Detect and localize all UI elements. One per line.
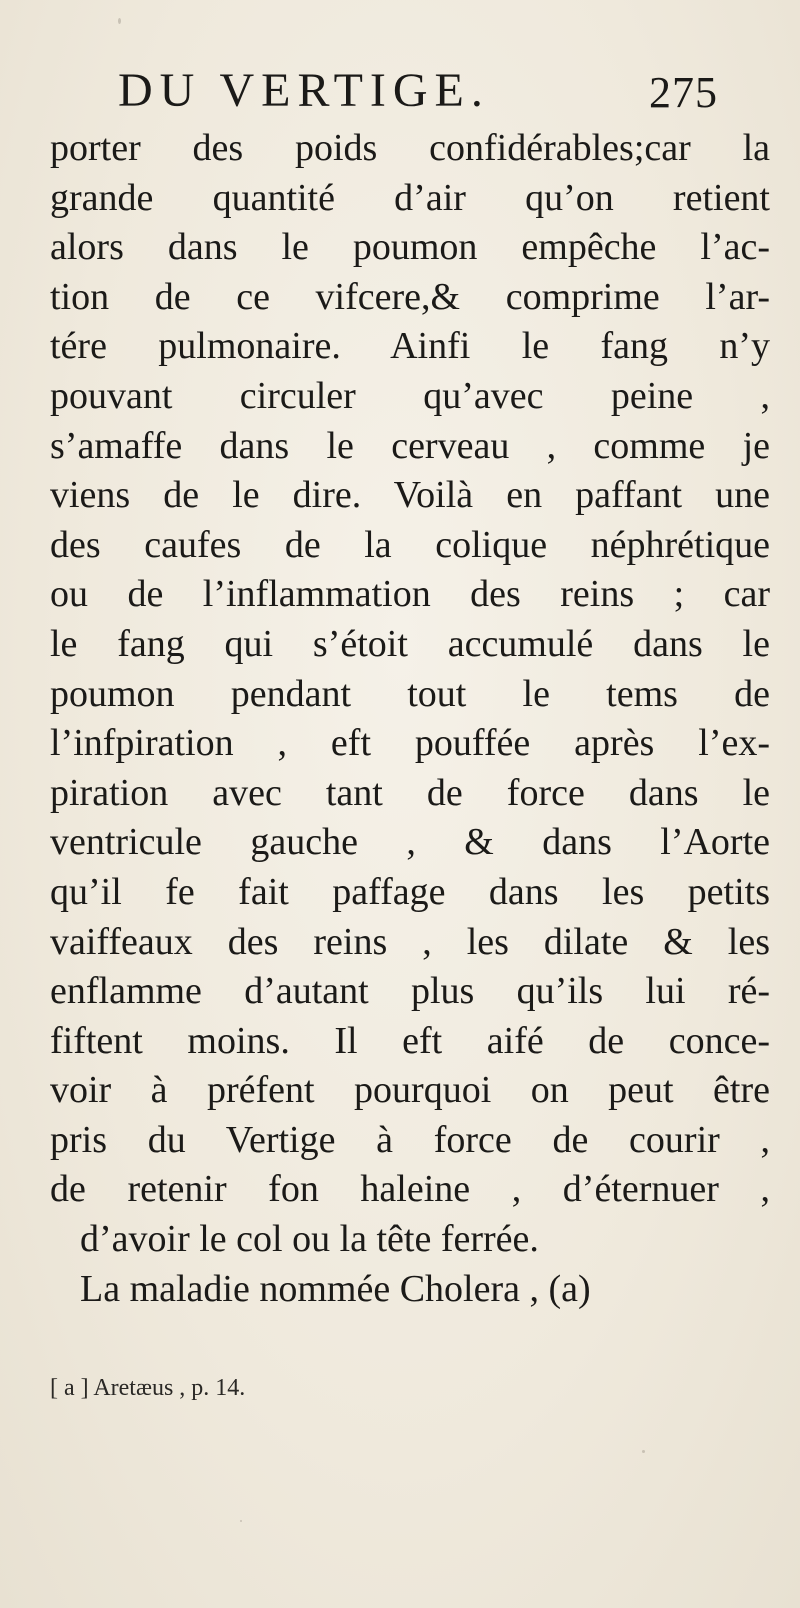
running-head (118, 66, 718, 116)
text-line: d’avoir le col ou la tête ferrée. (80, 1218, 539, 1261)
text-line: le fang qui s’étoit accumulé dans le (50, 622, 770, 665)
text-line: vaiffeaux des reins , les dilate & les (50, 920, 770, 963)
text-line: ventricule gauche , & dans l’Aorte (50, 821, 770, 864)
footnote: [ a ] Aretæus , p. 14. (50, 1375, 246, 1401)
paper-speck (642, 1450, 645, 1453)
text-line: enflamme d’autant plus qu’ils lui ré- (50, 970, 770, 1013)
paper-speck (240, 1520, 242, 1522)
text-line: pouvant circuler qu’avec peine , (50, 374, 770, 417)
text-line: pris du Vertige à force de courir , (50, 1118, 770, 1161)
text-line: viens de le dire. Voilà en paffant une (50, 474, 770, 517)
text-line: de retenir fon haleine , d’éternuer , (50, 1168, 770, 1211)
text-line: qu’il fe fait paffage dans les petits (50, 870, 770, 913)
text-line: tére pulmonaire. Ainfi le fang n’y (50, 325, 770, 368)
text-line: La maladie nommée Cholera , (a) (80, 1267, 591, 1310)
text-line: alors dans le poumon empêche l’ac- (50, 226, 770, 269)
page-number: 275 (649, 68, 718, 117)
text-line: grande quantité d’air qu’on retient (50, 176, 770, 219)
text-line: poumon pendant tout le tems de (50, 672, 770, 715)
text-line: porter des poids confidérables;car la (50, 127, 770, 169)
text-line: s’amaffe dans le cerveau , comme je (50, 424, 770, 467)
text-line: piration avec tant de force dans le (50, 771, 770, 814)
paper-speck (118, 18, 121, 24)
text-line: ou de l’inflammation des reins ; car (50, 573, 770, 616)
running-title: DU VERTIGE. (118, 64, 490, 117)
text-line: fiftent moins. Il eft aifé de conce- (50, 1019, 770, 1062)
body-text (50, 124, 770, 1314)
text-line: l’infpiration , eft pouffée après l’ex- (50, 722, 770, 765)
text-line: voir à préfent pourquoi on peut être (50, 1069, 770, 1112)
text-line: des caufes de la colique néphrétique (50, 523, 770, 566)
text-line: tion de ce vifcere,& comprime l’ar- (50, 275, 770, 318)
